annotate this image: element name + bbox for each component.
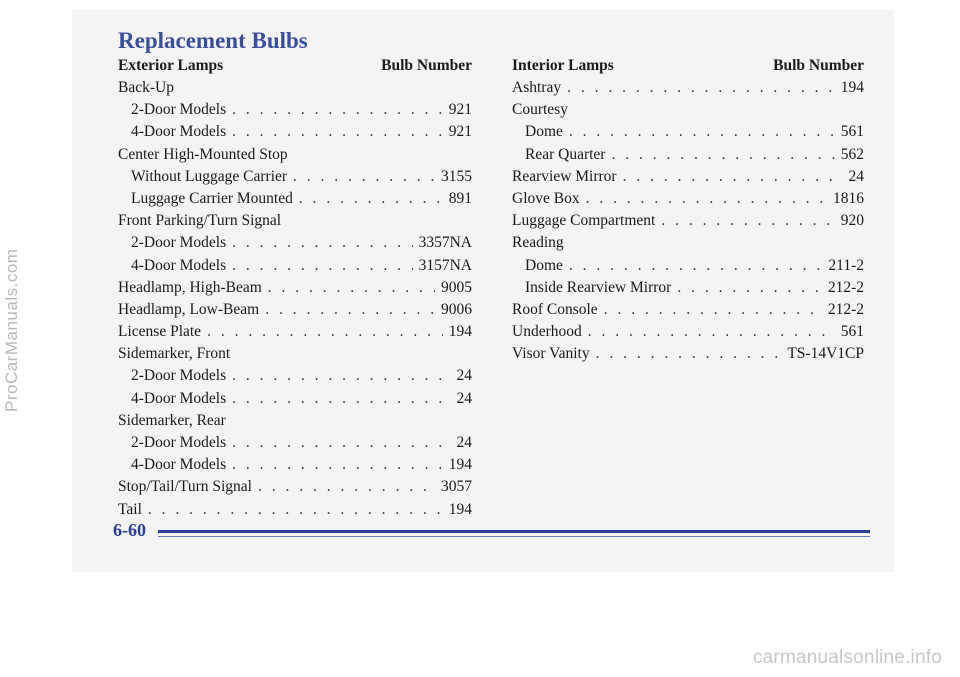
- dot-leader: [299, 188, 443, 210]
- dot-leader: [148, 499, 443, 521]
- lamp-label: Ashtray: [512, 79, 562, 96]
- lamp-label: Rearview Mirror: [512, 167, 617, 185]
- exterior-row: [118, 210, 472, 232]
- dot-leader: [232, 432, 450, 454]
- lamp-label: Luggage Compartment: [512, 212, 656, 230]
- dot-leader: [569, 255, 823, 277]
- interior-row: [512, 166, 864, 188]
- lamp-label: Reading: [512, 234, 564, 252]
- dot-leader: [596, 343, 782, 365]
- bulb-number: 194: [448, 323, 472, 341]
- bottom-watermark: carmanualsonline.info: [752, 647, 942, 668]
- bulb-number: 921: [448, 123, 472, 141]
- bulb-number: 3057: [441, 478, 472, 496]
- page-number: 6-60: [113, 520, 146, 540]
- bulb-number: 24: [456, 367, 472, 385]
- lamp-label: 4-Door Models: [131, 256, 227, 274]
- bulb-number: 562: [840, 145, 864, 163]
- dot-leader: [661, 210, 834, 232]
- exterior-row: [118, 121, 472, 143]
- interior-row: [512, 343, 864, 365]
- interior-row: [512, 210, 864, 232]
- bulb-number: 3157NA: [418, 256, 472, 274]
- interior-row: [512, 299, 864, 321]
- dot-leader: [588, 321, 835, 343]
- lamp-label: Front Parking/Turn Signal: [118, 212, 282, 230]
- dot-leader: [604, 299, 822, 321]
- exterior-row: [118, 432, 472, 454]
- bulb-number: 921: [448, 101, 472, 119]
- bulb-number: 194: [448, 456, 472, 474]
- dot-leader: [207, 321, 443, 343]
- lamp-label: License Plate: [118, 323, 202, 341]
- dot-leader: [293, 166, 435, 188]
- lamp-label: Without Luggage Carrier: [131, 167, 288, 185]
- exterior-row: [118, 388, 472, 410]
- page-title: Replacement Bulbs: [118, 28, 308, 53]
- bulb-number: 211-2: [828, 256, 864, 274]
- exterior-row: [118, 188, 472, 210]
- lamp-label: Dome: [525, 123, 563, 141]
- lamp-label: Roof Console: [512, 300, 598, 318]
- lamp-label: 4-Door Models: [131, 456, 227, 474]
- footer-rule: [158, 530, 870, 533]
- exterior-row: [118, 343, 472, 365]
- exterior-row: [118, 454, 472, 476]
- lamp-label: Tail: [118, 500, 142, 518]
- bulb-number: 3357NA: [418, 234, 472, 252]
- interior-row: [512, 188, 864, 210]
- bulb-number: 920: [840, 212, 864, 230]
- exterior-lamps-column: [118, 55, 472, 521]
- dot-leader: [567, 77, 835, 99]
- bulb-number: 194: [840, 79, 864, 96]
- lamp-label: Center High-Mounted Stop: [118, 145, 288, 163]
- interior-row: [512, 277, 864, 299]
- interior-row: [512, 77, 864, 99]
- bulb-number: 9006: [441, 300, 472, 318]
- lamp-label: 2-Door Models: [131, 101, 227, 119]
- interior-row: [512, 99, 864, 121]
- bulb-number: 9005: [441, 278, 472, 296]
- bulb-number: 194: [448, 500, 472, 518]
- interior-header-bulb-number: Bulb Number: [773, 57, 864, 74]
- dot-leader: [232, 255, 412, 277]
- interior-row: [512, 232, 864, 254]
- bulb-number: 561: [840, 323, 864, 341]
- bulb-number: 212-2: [827, 278, 864, 296]
- exterior-lamps-header: [118, 55, 472, 77]
- lamp-label: Courtesy: [512, 101, 568, 119]
- dot-leader: [586, 188, 827, 210]
- lamp-label: 2-Door Models: [131, 367, 227, 385]
- bulb-number: 24: [456, 389, 472, 407]
- dot-leader: [232, 232, 412, 254]
- dot-leader: [232, 99, 443, 121]
- interior-lamps-column: [512, 55, 864, 365]
- exterior-row: [118, 321, 472, 343]
- lamp-label: 2-Door Models: [131, 234, 227, 252]
- exterior-header-bulb-number: Bulb Number: [381, 57, 472, 74]
- exterior-row: [118, 277, 472, 299]
- lamp-label: Rear Quarter: [525, 145, 606, 163]
- dot-leader: [258, 476, 435, 498]
- side-watermark: ProCarManuals.com: [2, 248, 21, 412]
- lamp-label: Sidemarker, Front: [118, 345, 231, 363]
- lamp-label: 2-Door Models: [131, 434, 227, 451]
- lamp-label: 4-Door Models: [131, 123, 227, 141]
- lamp-label: Headlamp, High-Beam: [118, 278, 262, 296]
- lamp-label: 4-Door Models: [131, 389, 227, 407]
- dot-leader: [232, 365, 450, 387]
- exterior-row: [118, 499, 472, 521]
- exterior-row: [118, 99, 472, 121]
- exterior-row: [118, 255, 472, 277]
- dot-leader: [268, 277, 435, 299]
- lamp-label: Inside Rearview Mirror: [525, 278, 672, 296]
- interior-row: [512, 255, 864, 277]
- exterior-row: [118, 410, 472, 432]
- lamp-label: Luggage Carrier Mounted: [131, 189, 293, 207]
- lamp-label: Stop/Tail/Turn Signal: [118, 478, 252, 496]
- footer-rule-thin: [158, 536, 870, 537]
- interior-row: [512, 144, 864, 166]
- bulb-number: 24: [456, 434, 472, 451]
- dot-leader: [623, 166, 843, 188]
- bulb-number: 561: [840, 123, 864, 141]
- dot-leader: [232, 121, 443, 143]
- exterior-row: [118, 77, 472, 99]
- lamp-label: Underhood: [512, 323, 582, 341]
- exterior-row: [118, 166, 472, 188]
- bulb-number: 3155: [441, 167, 472, 185]
- dot-leader: [232, 388, 450, 410]
- bulb-number: 212-2: [827, 300, 864, 318]
- bulb-number: 24: [848, 167, 864, 185]
- dot-leader: [232, 454, 443, 476]
- lamp-label: Sidemarker, Rear: [118, 411, 226, 429]
- exterior-row: [118, 476, 472, 498]
- bulb-number: 1816: [833, 189, 864, 207]
- bulb-number: TS-14V1CP: [787, 345, 864, 363]
- dot-leader: [677, 277, 821, 299]
- exterior-header-label: Exterior Lamps: [118, 57, 224, 74]
- dot-leader: [569, 121, 835, 143]
- interior-row: [512, 321, 864, 343]
- lamp-label: Glove Box: [512, 189, 580, 207]
- lamp-label: Visor Vanity: [512, 345, 590, 363]
- exterior-row: [118, 232, 472, 254]
- exterior-row: [118, 365, 472, 387]
- lamp-label: Back-Up: [118, 79, 174, 96]
- exterior-row: [118, 299, 472, 321]
- interior-row: [512, 121, 864, 143]
- lamp-label: Dome: [525, 256, 563, 274]
- dot-leader: [265, 299, 435, 321]
- dot-leader: [611, 144, 834, 166]
- bulb-number: 891: [448, 189, 472, 207]
- lamp-label: Headlamp, Low-Beam: [118, 300, 260, 318]
- exterior-row: [118, 144, 472, 166]
- interior-header-label: Interior Lamps: [512, 57, 614, 74]
- interior-lamps-header: [512, 55, 864, 77]
